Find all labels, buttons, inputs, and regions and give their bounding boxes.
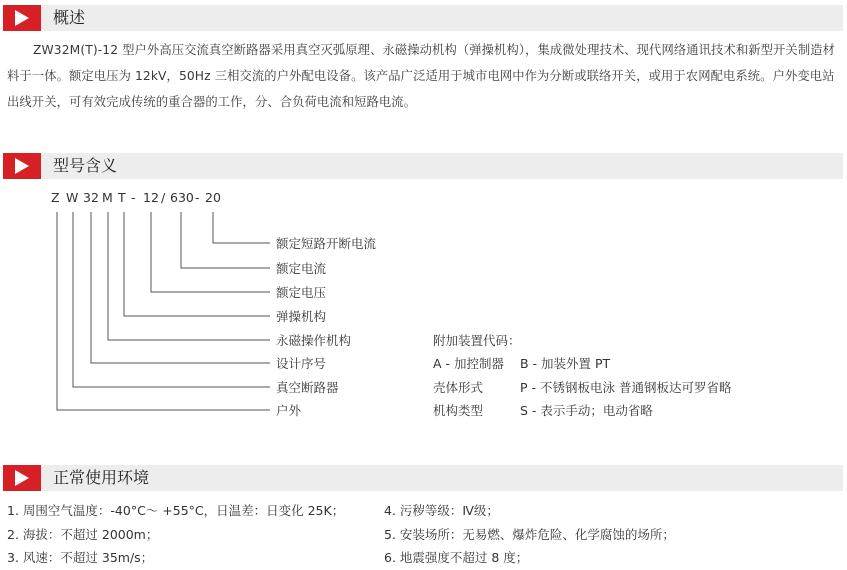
model-code-char: 12 <box>143 190 159 205</box>
play-triangle-icon <box>14 470 30 486</box>
environment-item: 1. 周围空气温度：-40°C～ +55°C，日温差：日变化 25K； <box>7 503 345 518</box>
model-definition: 额定短路开断电流 <box>276 236 377 251</box>
environment-item: 3. 风速：不超过 35m/s； <box>7 550 154 565</box>
model-definition: 真空断路器 <box>276 380 339 395</box>
model-code-char: 630 <box>170 190 194 205</box>
environment-item: 4. 污秽等级：Ⅳ级； <box>384 503 499 518</box>
environment-item: 6. 地震强度不超过 8 度； <box>384 550 529 565</box>
model-definition: 额定电压 <box>276 285 327 300</box>
model-code-char: / <box>161 190 166 205</box>
extra-code-p: P - 不锈钢板电泳 普通钢板达可罗省略 <box>520 380 732 395</box>
model-code-char: - <box>131 190 136 205</box>
model-code-char: - <box>195 190 200 205</box>
model-code-char: M <box>102 190 113 205</box>
section-title-model: 型号含义 <box>53 156 118 175</box>
section-header-environment <box>3 465 843 491</box>
environment-item: 5. 安装场所：无易燃、爆炸危险、化学腐蚀的场所； <box>384 527 675 542</box>
section-marker <box>3 465 41 491</box>
section-title-environment: 正常使用环境 <box>53 468 150 487</box>
model-definition: 永磁操作机构 <box>276 333 352 348</box>
model-code-char: T <box>118 190 126 205</box>
extra-code-s: S - 表示手动；电动省略 <box>520 403 653 418</box>
section-title-overview: 概述 <box>53 8 86 27</box>
extra-codes-heading: 附加装置代码： <box>433 333 521 348</box>
shell-type-label: 壳体形式 <box>433 380 484 395</box>
model-code-char: W <box>66 190 79 205</box>
model-definition: 弹操机构 <box>276 309 327 324</box>
mechanism-type-label: 机构类型 <box>433 403 484 418</box>
model-code-char: Z <box>51 190 60 205</box>
overview-paragraph: ZW32M(T)-12 型户外高压交流真空断路器采用真空灭弧原理、永磁操动机构（弹操机构），集成微处理技术、现代网络通讯技术和新型开关制造材料于一体。额定电压为 12kV，50Hz 三相交流的户外配电设备。该产品广泛适用于城市电网中作为分断或联络开关，或用于农网配电系统。户外变电站出线开关，可有效完成传统的重合器的工作，分、合负荷电流和短路电流。 <box>7 43 836 109</box>
model-code-char: 20 <box>205 190 221 205</box>
model-definition: 额定电流 <box>276 261 327 276</box>
extra-code-a: A - 加控制器 <box>433 356 505 371</box>
model-definition: 设计序号 <box>276 356 327 371</box>
extra-code-b: B - 加装外置 PT <box>520 356 611 371</box>
environment-item: 2. 海拔：不超过 2000m； <box>7 527 159 542</box>
model-definition: 户外 <box>276 403 302 418</box>
model-code-char: 32 <box>83 190 99 205</box>
